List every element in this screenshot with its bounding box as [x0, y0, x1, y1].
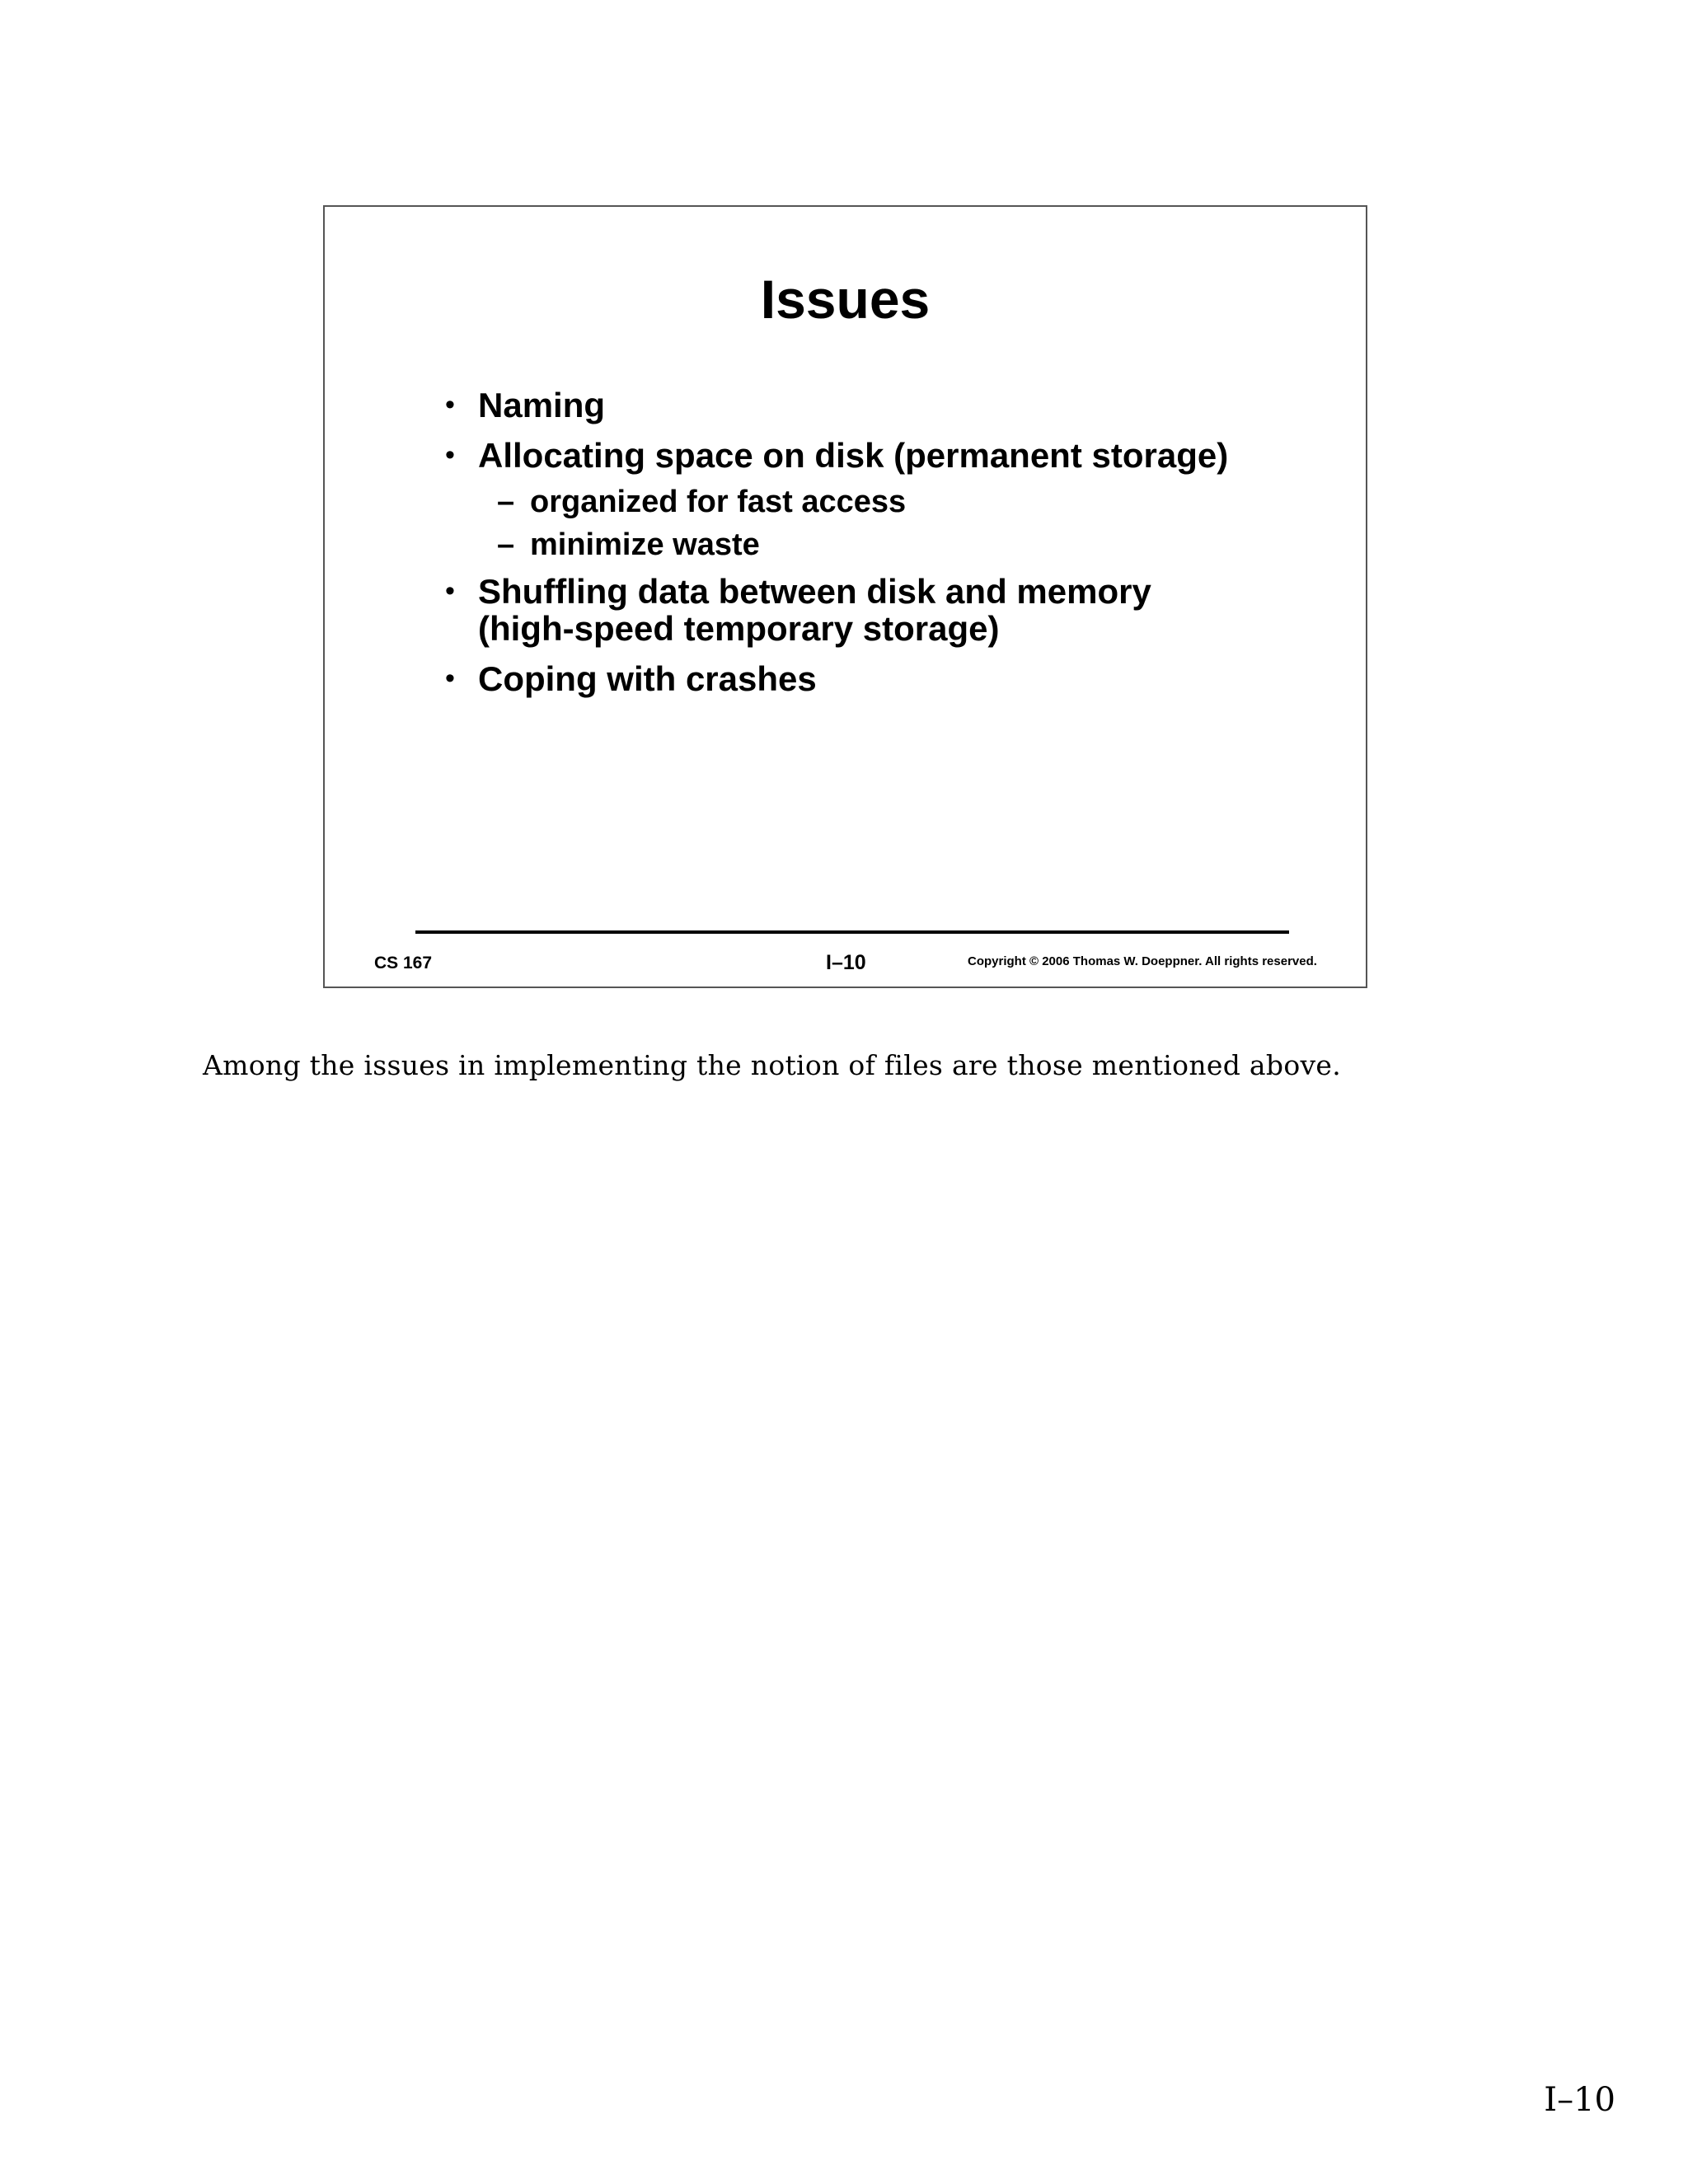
- bullet-item: [445, 437, 1335, 474]
- bullet-dot-icon: •: [445, 575, 455, 607]
- bullet-dot-icon: •: [445, 663, 455, 694]
- bullet-text: Allocating space on disk (permanent storage): [478, 436, 1229, 475]
- bullet-text-line: Shuffling data between disk and memory: [478, 572, 1151, 611]
- footer-slide-number: I–10: [826, 951, 866, 974]
- slide-frame: [323, 205, 1367, 988]
- bullet-item: [445, 387, 1335, 424]
- slide-title: Issues: [760, 269, 931, 330]
- bullet-item: [445, 660, 1335, 697]
- bullet-item: [445, 573, 1335, 647]
- footer-course: CS 167: [374, 954, 433, 972]
- bullet-text-line: (high-speed temporary storage): [478, 609, 1000, 648]
- bullet-dot-icon: •: [445, 439, 455, 471]
- footer-copyright: Copyright © 2006 Thomas W. Doeppner. All rights reserved.: [968, 954, 1317, 968]
- bullet-text: Coping with crashes: [478, 659, 817, 698]
- dash-icon: –: [497, 527, 515, 562]
- sub-bullet-item: [445, 527, 1335, 563]
- bullet-dot-icon: •: [445, 389, 455, 420]
- bullet-list: [445, 387, 1335, 710]
- footer-divider: [415, 930, 1289, 934]
- dash-icon: –: [497, 485, 515, 519]
- sub-bullet-text: minimize waste: [530, 527, 760, 562]
- page-number: I–10: [1544, 2081, 1615, 2119]
- sub-bullet-item: [445, 484, 1335, 520]
- sub-bullet-text: organized for fast access: [530, 485, 907, 519]
- bullet-text: Naming: [478, 386, 606, 424]
- slide-note: Among the issues in implementing the notion of files are those mentioned above.: [203, 1049, 1342, 1081]
